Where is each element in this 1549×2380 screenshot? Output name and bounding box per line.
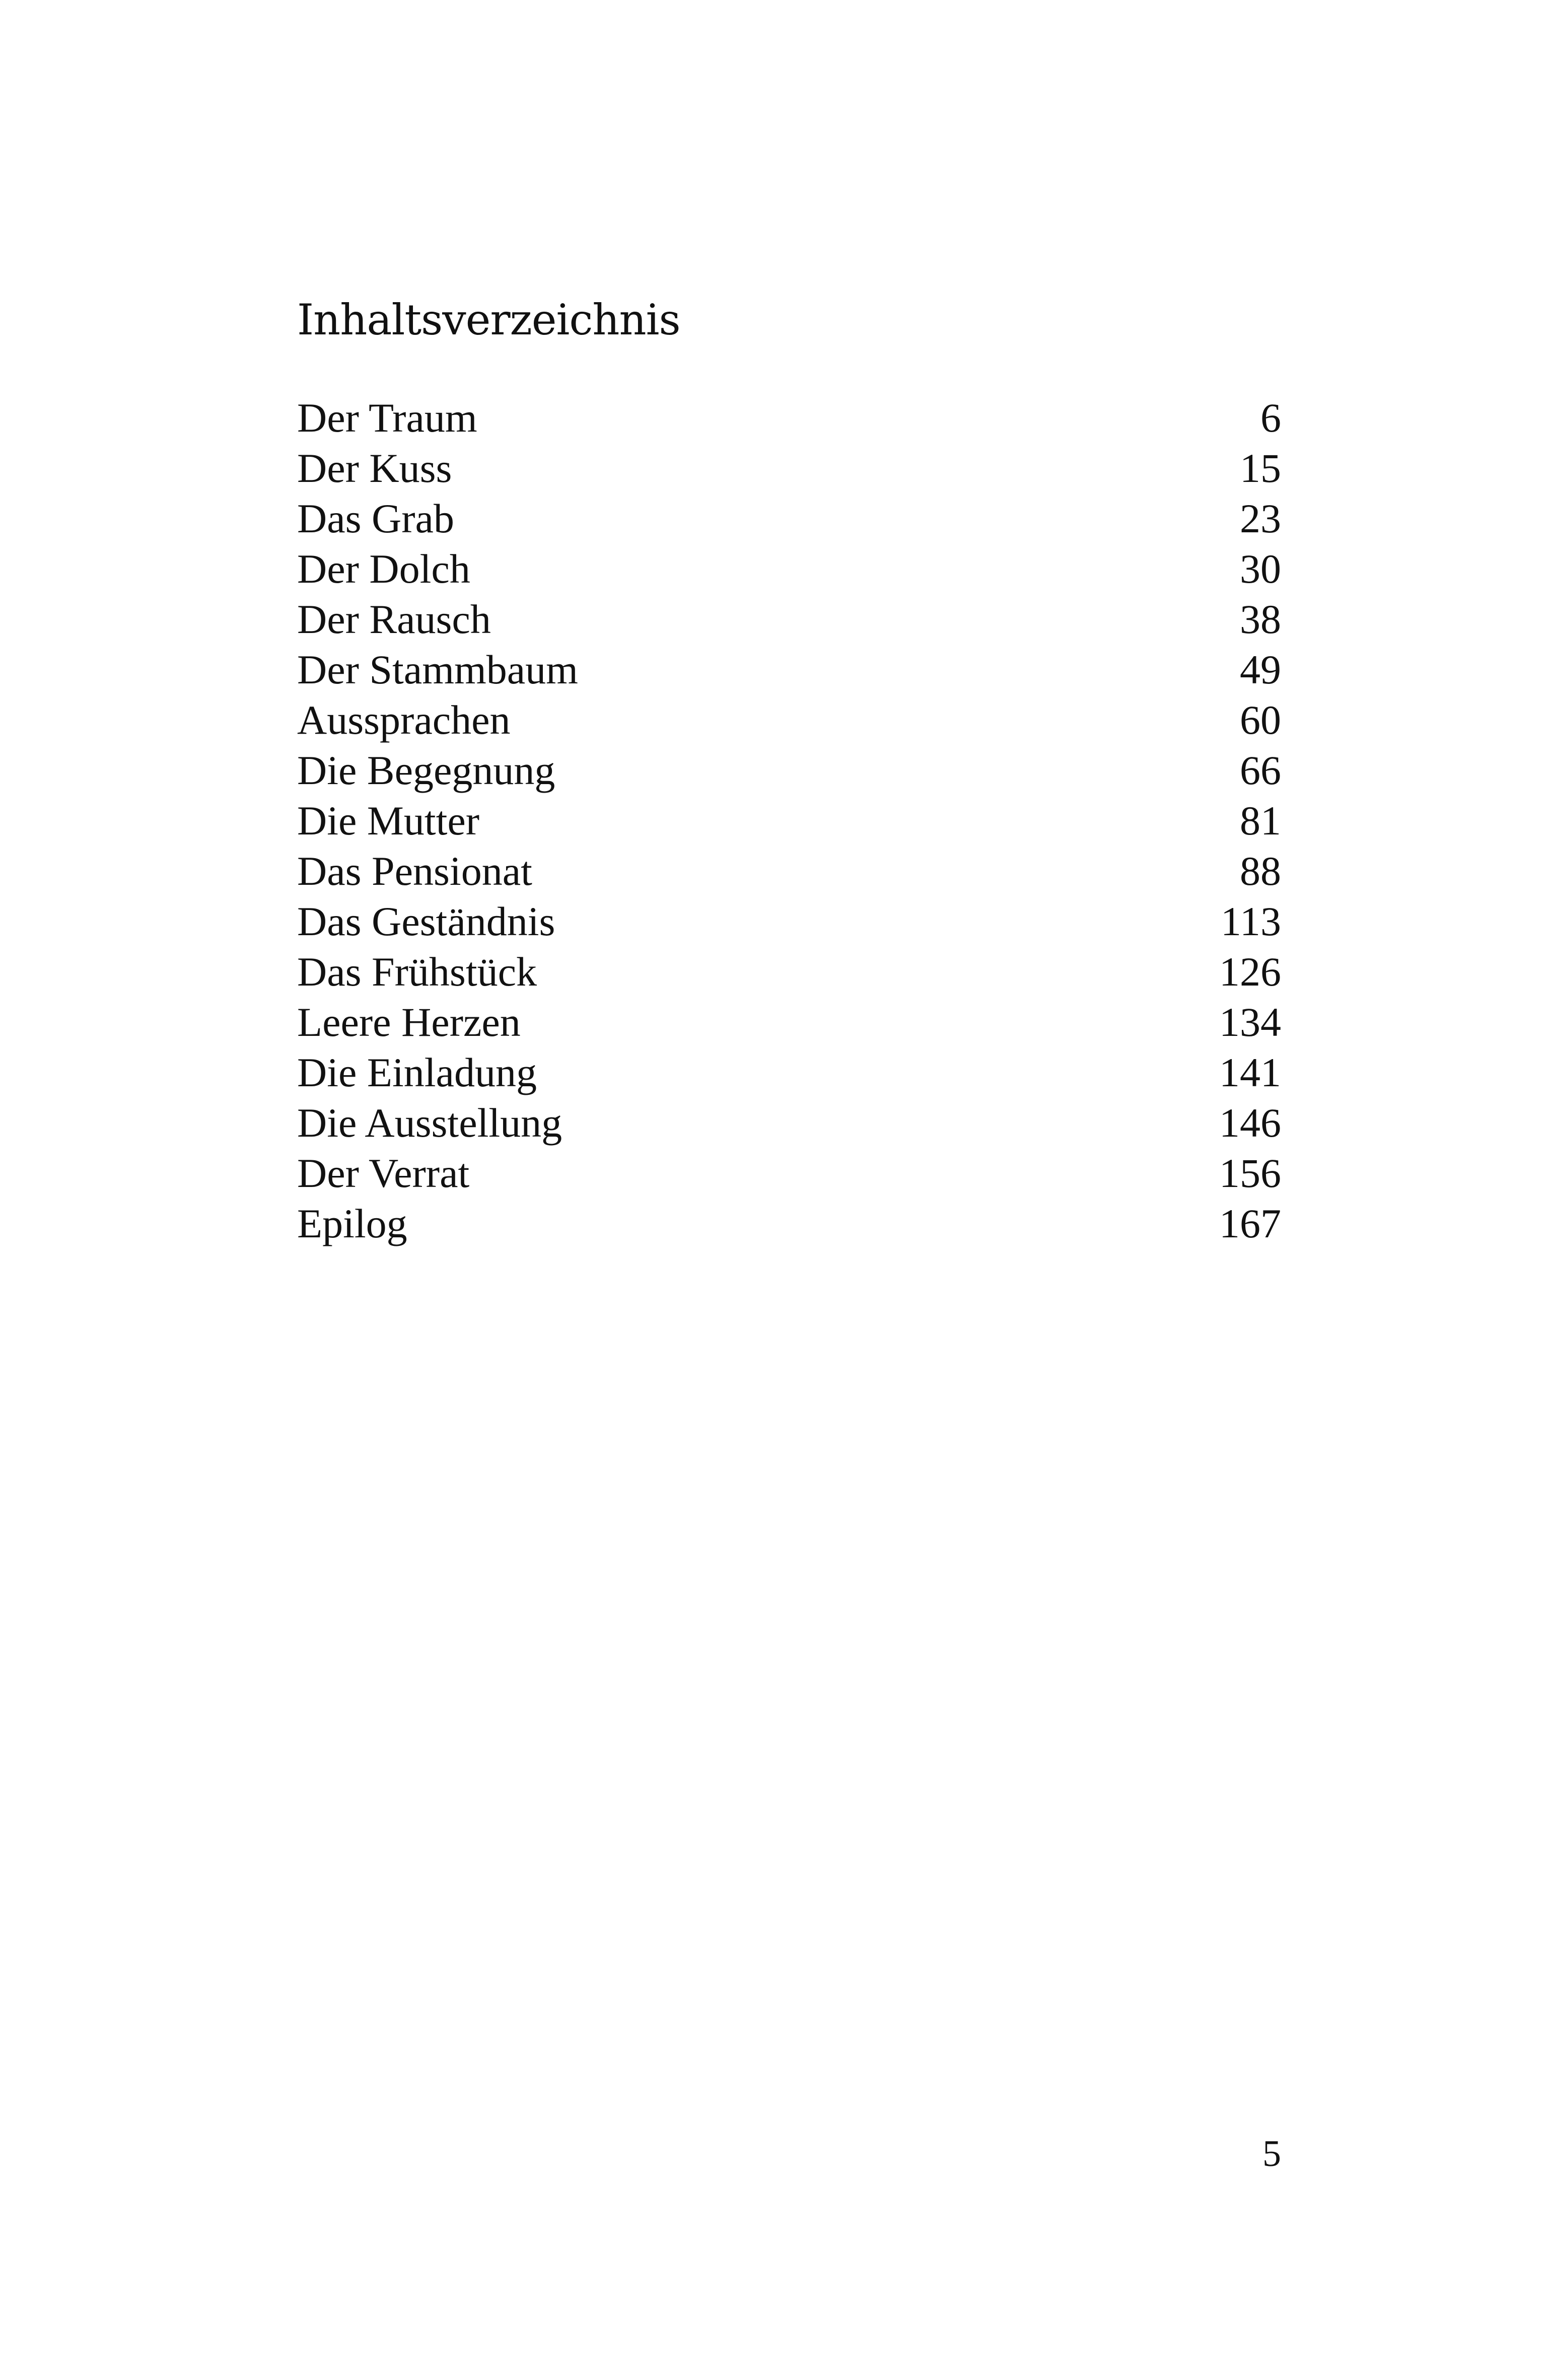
toc-entry-title: Aussprachen [297,697,511,743]
toc-entry-page: 146 [1219,1100,1281,1146]
toc-entry [297,896,1281,947]
toc-entry [297,947,1281,997]
toc-entry [297,997,1281,1047]
toc-entry-page: 49 [1240,647,1281,692]
toc-entry-title: Leere Herzen [297,999,521,1045]
toc-entry-title: Das Frühstück [297,949,537,995]
toc-entry-title: Der Verrat [297,1150,470,1196]
toc-entry [297,494,1281,544]
toc-entry-page: 134 [1219,999,1281,1045]
toc-entry [297,1098,1281,1148]
toc-entry [297,745,1281,796]
toc-entry [297,1047,1281,1098]
toc-entry-title: Epilog [297,1201,407,1246]
toc-entry-title: Das Geständnis [297,898,555,944]
toc-entry-title: Der Traum [297,395,477,441]
toc-entry-page: 113 [1221,898,1281,944]
toc-entry-page: 156 [1219,1150,1281,1196]
toc-entry-page: 38 [1240,596,1281,642]
toc-entry [297,594,1281,645]
toc-entry [297,796,1281,846]
toc-entry-page: 141 [1219,1049,1281,1095]
toc-entry-page: 126 [1219,949,1281,995]
toc-entry-page: 23 [1240,496,1281,541]
toc-entry-page: 15 [1240,445,1281,491]
toc-entry-title: Die Mutter [297,798,480,844]
toc-entry-title: Der Kuss [297,445,452,491]
toc-entry-title: Die Einladung [297,1049,537,1095]
toc-entry-page: 88 [1240,848,1281,894]
toc-entry-title: Die Begegnung [297,747,555,793]
toc-list [297,393,1281,1249]
toc-entry [297,695,1281,745]
toc-heading: Inhaltsverzeichnis [297,295,680,344]
toc-entry-title: Das Pensionat [297,848,532,894]
toc-entry-page: 30 [1240,546,1281,592]
toc-entry-title: Das Grab [297,496,454,541]
toc-entry-page: 6 [1260,395,1281,441]
toc-entry-page: 66 [1240,747,1281,793]
toc-entry-title: Der Rausch [297,596,491,642]
toc-entry [297,393,1281,443]
toc-entry [297,645,1281,695]
toc-entry-page: 167 [1219,1201,1281,1246]
toc-entry [297,846,1281,896]
toc-entry [297,1148,1281,1199]
toc-entry-page: 81 [1240,798,1281,844]
toc-entry [297,544,1281,594]
toc-entry [297,443,1281,494]
toc-entry-title: Die Ausstellung [297,1100,562,1146]
toc-entry-title: Der Dolch [297,546,470,592]
page-number: 5 [1262,2133,1281,2175]
toc-entry [297,1199,1281,1249]
toc-entry-title: Der Stammbaum [297,647,578,692]
toc-entry-page: 60 [1240,697,1281,743]
